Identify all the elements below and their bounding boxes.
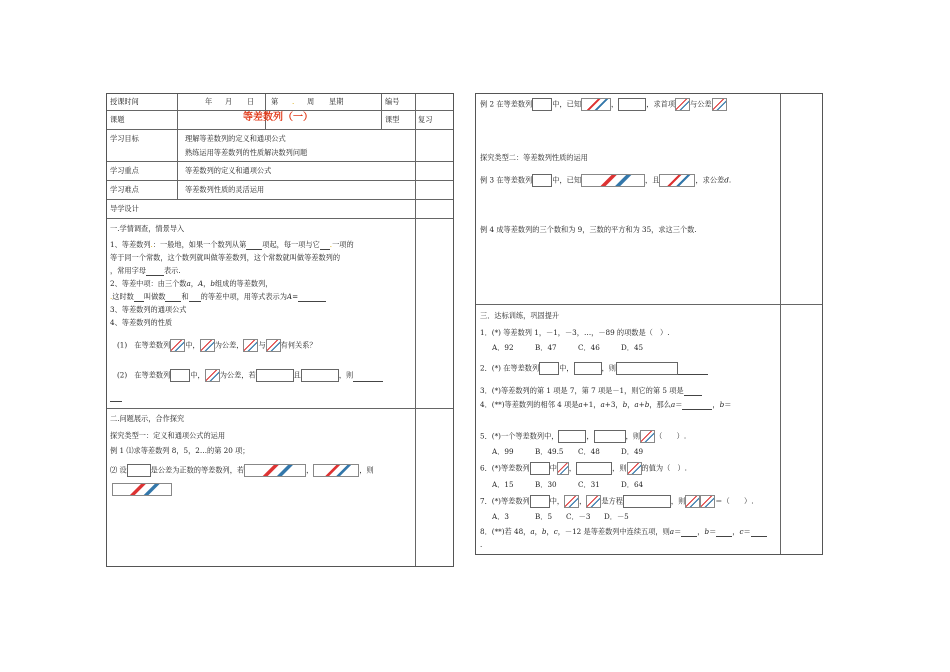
day-label: 日 — [247, 97, 255, 106]
left-page — [106, 93, 454, 567]
formula-box — [530, 462, 550, 475]
formula-box — [301, 369, 339, 382]
formula-box — [558, 430, 586, 443]
sec1-line-4: 2、等差中项：由三个数a，A，b组成的等差数列， — [110, 279, 273, 288]
explore-1: 探究类型一：定义和通项公式的运用 — [110, 431, 226, 440]
formula-box — [170, 369, 190, 382]
question-5: 5．(*)一个等差数列中， ， ，则 （ ）. — [480, 430, 686, 443]
sec1-line-1: 1、等差数列.：一般地，如果一个数列从第 项起，每一项与它 .一项的 — [110, 240, 354, 249]
goal-1: 理解等差数列的定义和通项公式 — [185, 134, 286, 143]
weekday-label: 星期 — [329, 97, 344, 106]
formula-box — [623, 495, 671, 508]
number-label: 编号 — [385, 97, 400, 106]
formula-icon — [700, 495, 715, 508]
week-prefix: 第 — [271, 97, 279, 106]
q5-option-c: C．48 — [578, 447, 600, 456]
question-8-end: . — [480, 540, 483, 549]
focus-label: 学习重点 — [110, 166, 139, 175]
q6-option-c: C．31 — [578, 480, 600, 489]
formula-icon — [557, 462, 569, 475]
example-3: 例 3 在等差数列 中，已知 ，且 ，求公差d. — [480, 174, 731, 187]
type-label: 课型 — [385, 115, 400, 124]
formula-box — [574, 362, 602, 375]
difficulty-text: 等差数列性质的灵活运用 — [185, 185, 265, 194]
page-title: 等差数列（一） — [243, 112, 313, 123]
q1-option-c: C．46 — [578, 343, 600, 352]
sec1-tail-blank — [110, 392, 122, 402]
formula-box — [530, 495, 550, 508]
formula-icon — [586, 495, 601, 508]
formula-icon — [266, 339, 281, 352]
q6-option-a: A．15 — [492, 480, 514, 489]
formula-box — [539, 362, 559, 375]
formula-icon — [205, 369, 220, 382]
answer-box — [112, 483, 172, 496]
week-unit: 周 — [307, 97, 315, 106]
formula-icon — [675, 98, 690, 111]
formula-box — [127, 464, 151, 477]
formula-icon — [243, 339, 258, 352]
sec1-line-3: ，常用字母 表示. — [110, 266, 181, 275]
formula-icon — [659, 174, 695, 187]
year-label: 年 — [205, 97, 213, 106]
example-4: 例 4 成等差数列的三个数和为 9，三数的平方和为 35，求这三个数. — [480, 225, 697, 234]
question-6: 6．(*)等差数列 中 ， ，则 的值为（ ）. — [480, 462, 687, 475]
sec1-line-8: (1) 在等差数列 中， 为公差， 与 有何关系？ — [117, 339, 317, 352]
sec1-line-7: 4、等差数列的性质 — [110, 318, 173, 327]
formula-icon — [581, 98, 611, 111]
q7-option-b: B．5 — [535, 512, 553, 521]
q1-option-b: B．47 — [535, 343, 557, 352]
formula-icon — [112, 483, 172, 496]
example-1-1: 例 1 ⑴求等差数列 8，5，2…的第 20 项； — [110, 446, 250, 455]
formula-icon — [640, 430, 655, 443]
formula-icon — [313, 464, 359, 477]
formula-box — [594, 430, 626, 443]
right-page — [475, 93, 823, 555]
goals-label: 学习目标 — [110, 134, 139, 143]
sec1-line-6: 3、等差数列的通项公式 — [110, 305, 187, 314]
question-3: 3．(*)等差数列的第 1 项是 7，第 7 项是－1，则它的第 5 项是 — [480, 386, 702, 396]
sec1-line-2: 等于同一个常数，这个数列就叫做等差数列，这个常数就叫做等差数列的 — [110, 253, 341, 262]
formula-icon — [581, 174, 645, 187]
formula-icon — [712, 98, 727, 111]
sec3-title: 三．达标训练，巩固提升 — [480, 311, 560, 320]
q1-option-a: A．92 — [492, 343, 514, 352]
q5-option-b: B．49.5 — [535, 447, 564, 456]
formula-icon — [564, 495, 579, 508]
q6-option-b: B．30 — [535, 480, 557, 489]
formula-icon — [685, 495, 700, 508]
sec1-title: 一.学情调查，情景导入 — [110, 224, 185, 233]
formula-box — [616, 362, 678, 375]
formula-icon — [200, 339, 215, 352]
q7-option-c: C．－3 — [566, 512, 591, 521]
formula-box — [532, 98, 552, 111]
formula-box — [618, 98, 646, 111]
design-label: 导学设计 — [110, 204, 139, 213]
q5-option-a: A．99 — [492, 447, 514, 456]
formula-box — [256, 369, 294, 382]
example-1-2: ⑵ 设 是公差为正数的等差数列，若 ， ，则 — [110, 464, 374, 477]
q5-option-d: D．49 — [621, 447, 644, 456]
q6-option-d: D．64 — [621, 480, 644, 489]
question-4: 4．(**)等差数列的相邻 4 项是a+1，a+3，b，a+b，那么a＝ ，b＝ — [480, 400, 732, 409]
topic-label: 课题 — [110, 115, 125, 124]
formula-box — [532, 174, 552, 187]
formula-box — [576, 462, 612, 475]
type-value: 复习 — [418, 115, 433, 124]
question-8: 8．(**)若 48，a，b，c，－12 是等差数列中连续五项，则a＝ ，b＝ ，c＝ — [480, 527, 767, 537]
date-label: 授课时间 — [110, 97, 139, 106]
mark-dot: . — [292, 97, 295, 106]
explore-2: 探究类型二：等差数列性质的运用 — [480, 153, 588, 162]
formula-icon — [244, 464, 306, 477]
question-7: 7．(*)等差数列 中， ， 是方程 ，则 ＝（ ）. — [480, 495, 754, 508]
sec1-line-5: .这时数 叫做数 和 的等差中项，用等式表示为A= — [110, 292, 326, 302]
question-2: 2．(*) 在等差数列 中， ，则 — [480, 362, 708, 375]
sec1-line-9: (2) 在等差数列 中， 为公差，若 且 ，则 — [117, 369, 383, 382]
month-label: 月 — [225, 97, 233, 106]
q1-option-d: D．45 — [621, 343, 644, 352]
q7-option-d: D．－5 — [604, 512, 629, 521]
sec2-title: 二.问题展示，合作探究 — [110, 414, 185, 423]
q7-option-a: A．3 — [492, 512, 509, 521]
goal-2: 熟练运用等差数列的性质解决数列问题 — [185, 148, 308, 157]
formula-icon — [170, 339, 185, 352]
example-2: 例 2 在等差数列 中，已知 ， ，求首项 与公差 — [480, 98, 727, 111]
question-1: 1．(*) 等差数列 1，－1，－3，…，－89 的项数是（ ）. — [480, 328, 670, 337]
focus-text: 等差数列的定义和通项公式 — [185, 166, 272, 175]
difficulty-label: 学习难点 — [110, 185, 139, 194]
formula-icon — [627, 462, 642, 475]
